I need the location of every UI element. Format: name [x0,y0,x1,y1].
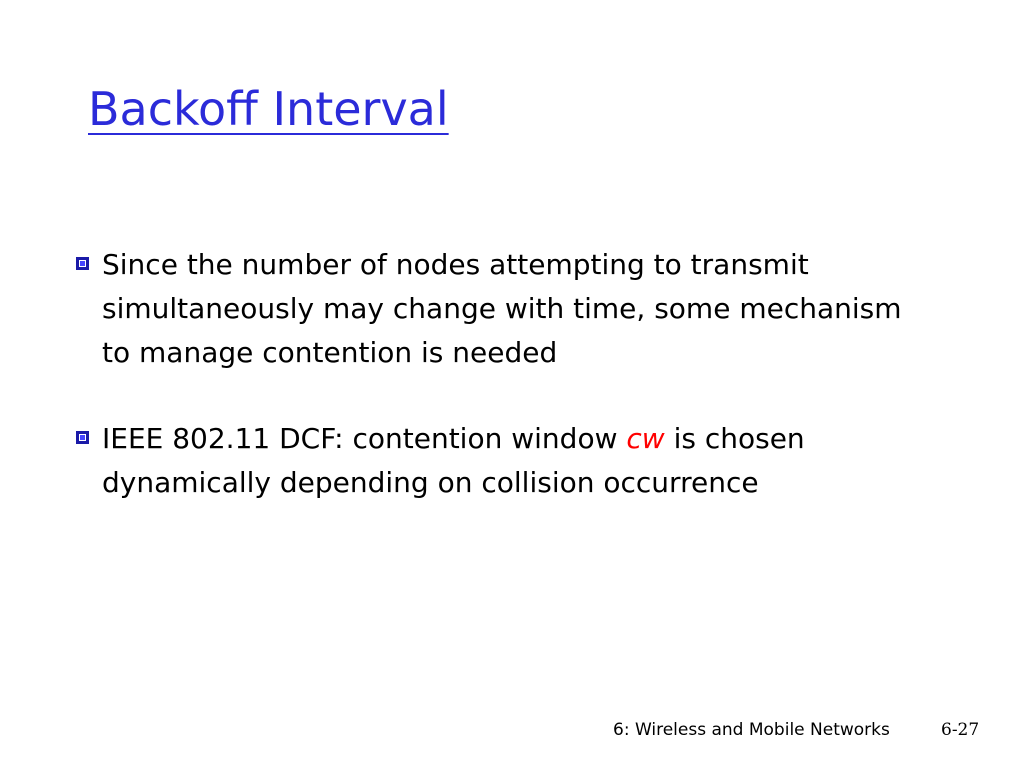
bullet-item [76,243,926,375]
bullet-text-end: is chosen dynamically depending on collision occurrence [102,422,805,499]
bullet-text-start: IEEE 802.11 DCF: contention window [102,422,627,455]
slide-title: Backoff Interval [88,82,449,136]
bullet-text: Since the number of nodes attempting to transmit simultaneously may change with time, some mechanism to manage contention is needed [102,248,902,369]
footer-course-title: 6: Wireless and Mobile Networks [613,720,890,740]
footer-page-number: 6-27 [941,720,980,740]
contention-window-term: cw [626,422,665,455]
hollow-square-bullet-icon [76,431,89,444]
bullet-list [76,243,926,505]
hollow-square-bullet-icon [76,257,89,270]
bullet-item [76,417,926,505]
